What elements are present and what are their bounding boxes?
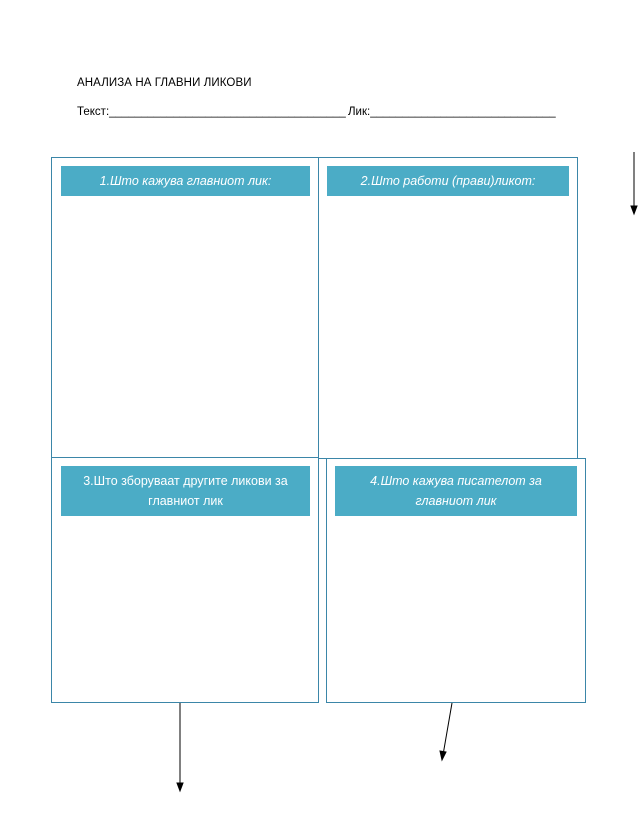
document-title: АНАЛИЗА НА ГЛАВНИ ЛИКОВИ: [77, 77, 252, 89]
bottom-right-arrow-icon: [443, 703, 452, 755]
box-3-header: [61, 466, 310, 516]
box-3-label: 3.Што зборуваат другите ликови за главниот лик: [83, 474, 288, 508]
box-2-label: 2.Што работи (прави)ликот:: [360, 174, 536, 188]
box-1-label: 1.Што кажува главниот лик:: [99, 174, 272, 188]
box-what-character-does[interactable]: [318, 157, 578, 459]
box-what-others-say[interactable]: [51, 457, 319, 703]
box-what-writer-says[interactable]: [326, 458, 586, 703]
box-1-header: [61, 166, 310, 196]
text-field[interactable]: Текст:_____________________________________: [77, 106, 346, 118]
box-4-label: 4.Што кажува писателот за главниот лик: [370, 474, 542, 508]
box-4-header: [335, 466, 577, 516]
character-field[interactable]: Лик:_____________________________: [348, 106, 556, 118]
box-what-character-says[interactable]: [51, 157, 319, 459]
box-2-header: [327, 166, 569, 196]
